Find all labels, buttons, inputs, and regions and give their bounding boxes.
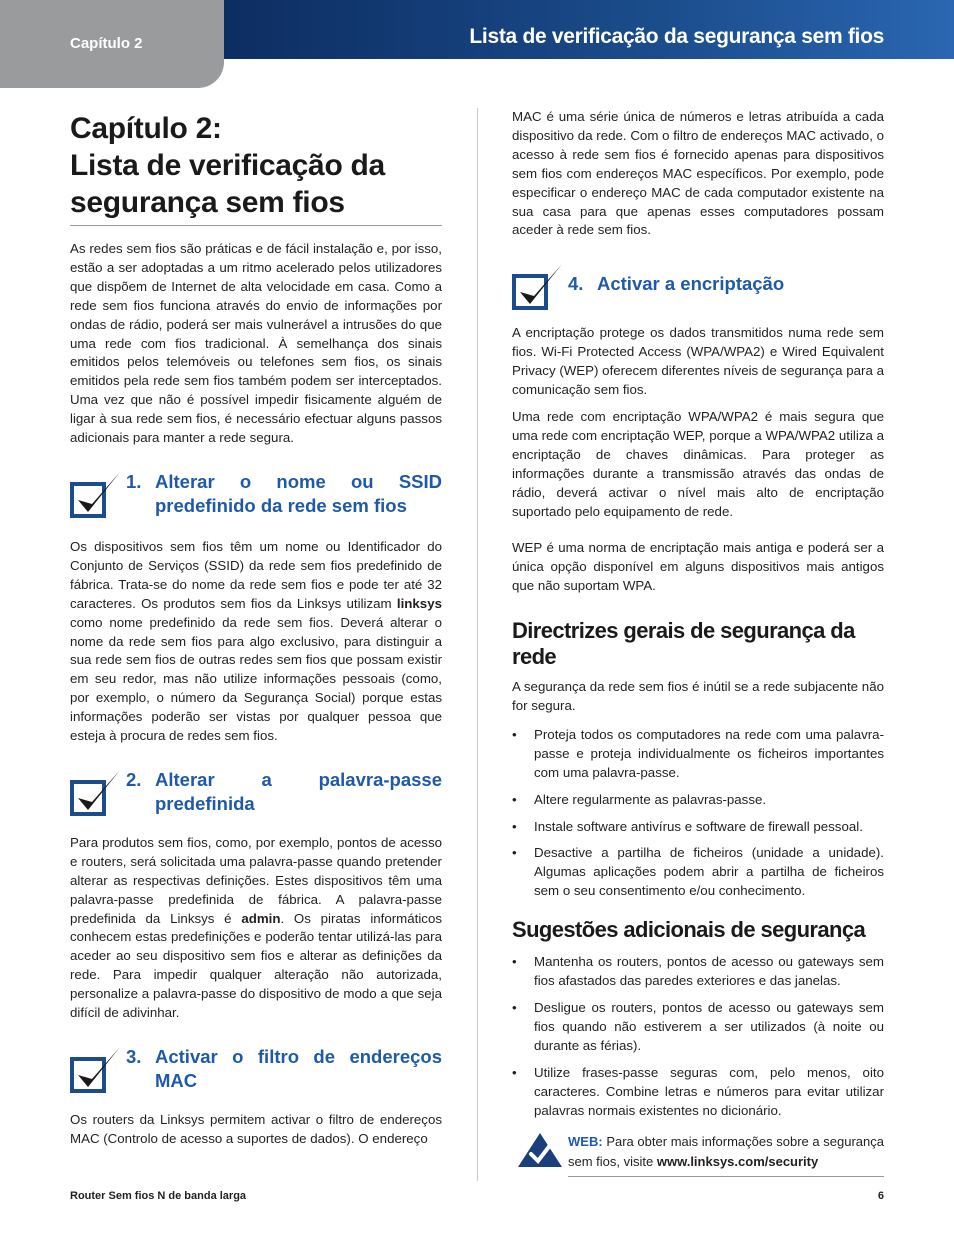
section-2-number: 2. [126, 768, 142, 790]
section-2-title-text: Alterar a palavra-passe predefinida [155, 768, 442, 814]
tips-list [512, 953, 884, 1120]
section-2-title [126, 768, 442, 816]
section-3-number: 3. [126, 1046, 142, 1067]
section-4-title [568, 262, 884, 296]
web-label: WEB: [568, 1134, 603, 1150]
section-3-heading [70, 1045, 442, 1097]
section-2-text-b: . Os piratas informáticos conhecem estas predefinições e poderão tentar utilizá-las para aceder ao seu dispositivo sem fios e alterar as definições da rede. Para impedir qualquer alteração não autorizada, personalize a palavra-passe do dispositivo de modo a que seja difícil de adivinhar. [70, 910, 442, 1021]
web-note-icon [512, 1132, 568, 1168]
list-item: • Mantenha os routers, pontos de acesso ou gateways sem fios afastados das paredes exteriores e das janelas. [512, 953, 884, 991]
section-4-number: 4. [568, 273, 584, 295]
web-note [512, 1132, 884, 1177]
column-divider [477, 108, 478, 1181]
right-column [512, 108, 884, 1177]
page-title [70, 110, 442, 226]
left-column [70, 110, 442, 1149]
section-1-title-text: Alterar o nome ou SSID predefinido da rede sem fios [155, 470, 442, 516]
guidelines-heading: Directrizes gerais de segurança da rede [512, 618, 855, 670]
guidelines-intro: A segurança da rede sem fios é inútil se a rede subjacente não for segura. [512, 679, 884, 714]
guidelines-list [512, 726, 884, 901]
page-title-line1: Capítulo 2: [70, 112, 222, 145]
tips-heading: Sugestões adicionais de segurança [512, 917, 866, 943]
section-3-paragraph: Os routers da Linksys permitem activar o filtro de endereços MAC (Controlo de acesso a suportes de dados). O endereço [70, 1112, 442, 1146]
section-4-title-text: Activar a encriptação [597, 273, 785, 295]
web-note-text [568, 1132, 884, 1177]
header-section-title: Lista de verificação da segurança sem fios [469, 25, 884, 48]
page-title-line3: segurança sem fios [70, 186, 345, 219]
checkmark-icon [70, 768, 126, 820]
list-item: • Utilize frases-passe seguras com, pelo menos, oito caracteres. Combine letras e números para evitar utilizar palavras normais existentes no dicionário. [512, 1064, 884, 1121]
section-1-paragraph [70, 538, 442, 746]
section-1-bold: linksys [396, 595, 442, 611]
security-link[interactable]: www.linksys.com/security [656, 1154, 819, 1170]
list-item: • Desactive a partilha de ficheiros (unidade a unidade). Algumas aplicações podem abrir a partilha de ficheiros sem o seu consentimento e/ou conhecimento. [512, 844, 884, 901]
section-3-title-text: Activar o filtro de endereços MAC [155, 1046, 442, 1091]
section-1-heading [70, 470, 442, 522]
checkmark-icon [512, 262, 568, 314]
section-1-text-b: como nome predefinido da rede sem fios. Deverá alterar o nome da rede sem fios para algo exclusivo, para distinguir a sua rede sem fios de outras redes sem fios que possam existir em seu redor, mas não utilize informações pessoais (como, por exemplo, o número da Segurança Social) porque estas informações poderão ser vistas por qualquer pessoa que esteja à procura de redes sem fios. [70, 614, 442, 744]
checkmark-icon [70, 470, 126, 522]
section-4-paragraph-2: Uma rede com encriptação WPA/WPA2 é mais segura que uma rede com encriptação WEP, porque a WPA/WPA2 utiliza a encriptação de chaves dinâmicas. Para proteger as informações durante a transmissão através das ondas de rádio, deverá activar o nível mais alto de encriptação suportado pelo equipamento de rede. [512, 408, 884, 519]
intro-paragraph: As redes sem fios são práticas e de fácil instalação e, por isso, estão a ser adoptadas a um ritmo acelerado pelos utilizadores que dispõem de Internet de alta velocidade em casa. Como a rede sem fios funciona através do envio de informações por ondas de rádio, poderá ser mais vulnerável a intrusões do que uma rede com fios tradicional. À semelhança dos sinais emitidos pelos telemóveis ou telefones sem fios, os sinais emitidos pela rede sem fios também podem ser interceptados. Uma vez que não é possível impedir fisicamente alguém de ligar à sua rede sem fios, é necessário efectuar alguns passos adicionais para manter a rede segura. [70, 241, 442, 446]
section-1-title [126, 470, 442, 518]
section-2-bold: admin [241, 910, 281, 926]
section-1-number: 1. [126, 470, 142, 492]
section-4-paragraph-1: A encriptação protege os dados transmitidos numa rede sem fios. Wi-Fi Protected Access (WPA/WPA2) e Wired Equivalent Privacy (WEP) oferecem diferentes níveis de segurança para a comunicação sem fios. [512, 325, 884, 398]
section-2-paragraph [70, 834, 442, 1023]
section-2-text-a: Para produtos sem fios, como, por exemplo, pontos de acesso e routers, será solicitada uma palavra-passe quando pretender alterar as respectivas definições. Estes dispositivos têm uma palavra-passe predefinida de fábrica. A palavra-passe predefinida da Linksys é [70, 834, 442, 926]
chapter-tab-label: Capítulo 2 [70, 35, 143, 52]
web-note-body: Para obter mais informações sobre a segurança sem fios, visite [568, 1134, 884, 1170]
section-1-text-a: Os dispositivos sem fios têm um nome ou Identificador do Conjunto de Serviços (SSID) da rede sem fios predefinido de fábrica. Trata-se do nome da rede sem fios e pode ter até 32 caracteres. Os produtos sem fios da Linksys utilizam [70, 538, 442, 611]
section-4-paragraph-3: WEP é uma norma de encriptação mais antiga e poderá ser a única opção disponível em alguns dispositivos mais antigos que não suportam WPA. [512, 540, 884, 594]
page-number: 6 [877, 1190, 884, 1202]
footer-product-name: Router Sem fios N de banda larga [70, 1190, 247, 1202]
checkmark-icon [70, 1045, 126, 1097]
section-3-paragraph-continued: MAC é uma série única de números e letras atribuída a cada dispositivo da rede. Com o filtro de endereços MAC activado, o acesso à rede sem fios é fornecido apenas para dispositivos sem fios com endereços MAC específicos. Por exemplo, pode especificar o endereço MAC de cada computador existente na sua casa para que apenas esses computadores possam aceder à rede sem fios. [512, 109, 884, 238]
section-4-heading [512, 262, 884, 314]
section-2-heading [70, 768, 442, 820]
list-item: • Instale software antivírus e software de firewall pessoal. [512, 818, 884, 837]
list-item: • Desligue os routers, pontos de acesso ou gateways sem fios quando não estiverem a ser utilizados (à noite ou durante as férias). [512, 999, 884, 1056]
list-item: • Altere regularmente as palavras-passe. [512, 791, 884, 810]
section-3-title [126, 1045, 442, 1093]
list-item: • Proteja todos os computadores na rede com uma palavra-passe e proteja individualmente os ficheiros importantes com uma palavra-passe. [512, 726, 884, 783]
page-title-line2: Lista de verificação da [70, 149, 385, 182]
